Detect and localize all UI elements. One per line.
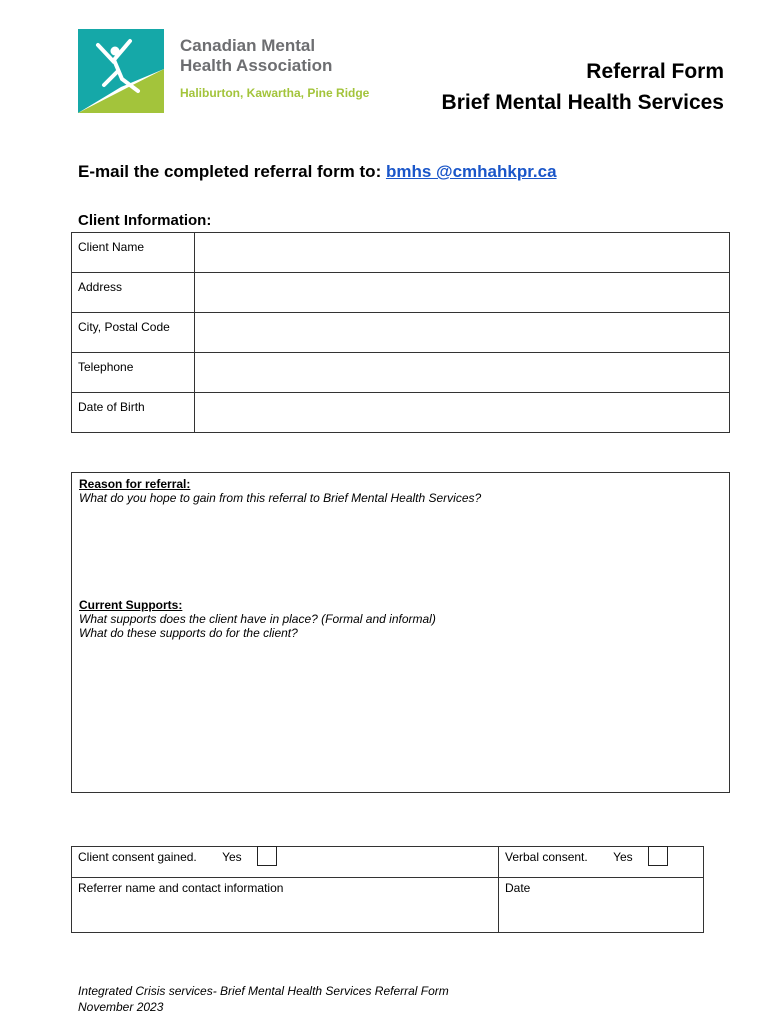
org-name-line2: Health Association <box>180 56 333 75</box>
client-consent-yes-label: Yes <box>222 850 242 865</box>
footer-date: November 2023 <box>78 1000 164 1014</box>
telephone-label: Telephone <box>72 353 195 393</box>
table-row <box>72 233 730 273</box>
client-info-table <box>71 232 730 433</box>
referrer-label: Referrer name and contact information <box>78 881 284 895</box>
city-postal-field[interactable] <box>195 313 730 353</box>
city-postal-label: City, Postal Code <box>72 313 195 353</box>
form-title: Referral Form <box>586 60 724 83</box>
verbal-consent-yes-label: Yes <box>613 850 633 865</box>
address-field[interactable] <box>195 273 730 313</box>
footer <box>78 983 449 1015</box>
dob-field[interactable] <box>195 393 730 433</box>
org-name <box>180 36 332 76</box>
org-name-line1: Canadian Mental <box>180 36 316 55</box>
table-row <box>72 878 704 933</box>
client-consent-label: Client consent gained. <box>78 850 197 865</box>
reason-supports-box[interactable] <box>71 472 730 793</box>
reason-heading: Reason for referral: <box>79 477 191 491</box>
supports-question-2: What do these supports do for the client? <box>79 626 298 640</box>
table-row <box>72 393 730 433</box>
supports-heading: Current Supports: <box>79 598 183 612</box>
client-info-heading: Client Information: <box>78 212 212 229</box>
verbal-consent-cell <box>499 847 704 878</box>
client-consent-cell <box>72 847 499 878</box>
table-row <box>72 313 730 353</box>
supports-question-1: What supports does the client have in place? (Formal and informal) <box>79 612 436 626</box>
client-name-field[interactable] <box>195 233 730 273</box>
client-consent-checkbox[interactable] <box>257 846 277 866</box>
table-row <box>72 353 730 393</box>
email-instruction <box>78 162 557 182</box>
consent-table <box>71 846 704 933</box>
table-row <box>72 273 730 313</box>
verbal-consent-label: Verbal consent. <box>505 850 588 865</box>
cmha-logo-icon <box>78 29 164 113</box>
email-prefix: E-mail the completed referral form to: <box>78 162 386 181</box>
verbal-consent-checkbox[interactable] <box>648 846 668 866</box>
address-label: Address <box>72 273 195 313</box>
date-label: Date <box>505 881 531 895</box>
email-link[interactable]: bmhs @cmhahkpr.ca <box>385 162 557 181</box>
referrer-field[interactable] <box>72 878 499 933</box>
org-region: Haliburton, Kawartha, Pine Ridge <box>180 86 370 100</box>
footer-line1: Integrated Crisis services- Brief Mental Health Services Referral Form <box>78 984 449 998</box>
client-name-label: Client Name <box>72 233 195 273</box>
telephone-field[interactable] <box>195 353 730 393</box>
form-subtitle: Brief Mental Health Services <box>441 91 724 114</box>
date-field[interactable] <box>499 878 704 933</box>
dob-label: Date of Birth <box>72 393 195 433</box>
table-row <box>72 847 704 878</box>
reason-question: What do you hope to gain from this referral to Brief Mental Health Services? <box>79 491 482 505</box>
